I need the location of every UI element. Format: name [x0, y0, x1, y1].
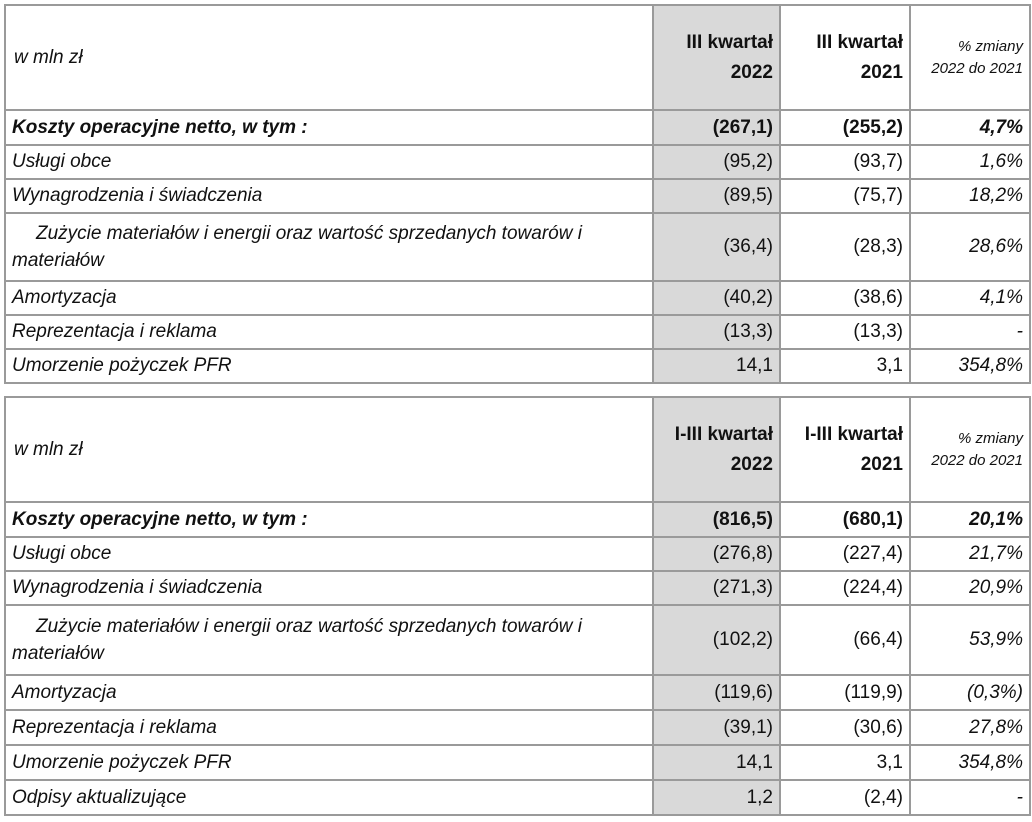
value-2021: (680,1) — [780, 502, 910, 537]
value-change: - — [910, 780, 1030, 815]
value-2022: (102,2) — [653, 605, 780, 675]
table-row — [5, 605, 1030, 675]
table-row — [5, 315, 1030, 349]
table-row — [5, 745, 1030, 780]
value-2021: (2,4) — [780, 780, 910, 815]
value-2022: 14,1 — [653, 349, 780, 383]
value-2022: (40,2) — [653, 281, 780, 315]
value-change: 18,2% — [910, 179, 1030, 213]
row-label: Zużycie materiałów i energii oraz wartość sprzedanych towarów i materiałów — [5, 605, 653, 675]
value-change: 27,8% — [910, 710, 1030, 745]
row-label: Reprezentacja i reklama — [5, 315, 653, 349]
value-2022: 14,1 — [653, 745, 780, 780]
column-header-2021: I-III kwartał 2021 — [780, 397, 910, 502]
row-label: Usługi obce — [5, 537, 653, 571]
value-2021: (66,4) — [780, 605, 910, 675]
value-2021: (13,3) — [780, 315, 910, 349]
value-change: 354,8% — [910, 745, 1030, 780]
value-change: 21,7% — [910, 537, 1030, 571]
value-change: 1,6% — [910, 145, 1030, 179]
column-header-2022: I-III kwartał 2022 — [653, 397, 780, 502]
row-label: Zużycie materiałów i energii oraz wartość sprzedanych towarów i materiałów — [5, 213, 653, 281]
value-change: (0,3%) — [910, 675, 1030, 710]
value-2021: (28,3) — [780, 213, 910, 281]
value-2021: (75,7) — [780, 179, 910, 213]
value-2022: (36,4) — [653, 213, 780, 281]
table-row — [5, 179, 1030, 213]
value-2021: (30,6) — [780, 710, 910, 745]
row-label: Usługi obce — [5, 145, 653, 179]
value-2022: (816,5) — [653, 502, 780, 537]
value-2022: (267,1) — [653, 110, 780, 145]
value-change: 28,6% — [910, 213, 1030, 281]
table-row — [5, 281, 1030, 315]
row-label: Koszty operacyjne netto, w tym : — [5, 502, 653, 537]
value-2022: (95,2) — [653, 145, 780, 179]
column-header-change: % zmiany 2022 do 2021 — [910, 397, 1030, 502]
row-label: Wynagrodzenia i świadczenia — [5, 571, 653, 605]
column-header-2022: III kwartał 2022 — [653, 5, 780, 110]
table-header-row — [5, 5, 1030, 110]
row-label: Umorzenie pożyczek PFR — [5, 745, 653, 780]
column-header-change: % zmiany 2022 do 2021 — [910, 5, 1030, 110]
value-2021: (227,4) — [780, 537, 910, 571]
table-row-total — [5, 110, 1030, 145]
table-row — [5, 780, 1030, 815]
value-2021: 3,1 — [780, 745, 910, 780]
value-2022: (89,5) — [653, 179, 780, 213]
value-change: 20,9% — [910, 571, 1030, 605]
value-change: 53,9% — [910, 605, 1030, 675]
table-row — [5, 349, 1030, 383]
row-label: Odpisy aktualizujące — [5, 780, 653, 815]
row-label: Reprezentacja i reklama — [5, 710, 653, 745]
unit-label: w mln zł — [5, 397, 653, 502]
value-change: - — [910, 315, 1030, 349]
value-2021: (224,4) — [780, 571, 910, 605]
unit-label: w mln zł — [5, 5, 653, 110]
value-2022: (276,8) — [653, 537, 780, 571]
table-row — [5, 213, 1030, 281]
value-2022: 1,2 — [653, 780, 780, 815]
table-header-row — [5, 397, 1030, 502]
row-label: Amortyzacja — [5, 675, 653, 710]
value-change: 4,7% — [910, 110, 1030, 145]
value-2021: 3,1 — [780, 349, 910, 383]
table-row — [5, 145, 1030, 179]
row-label: Amortyzacja — [5, 281, 653, 315]
value-2022: (39,1) — [653, 710, 780, 745]
value-change: 354,8% — [910, 349, 1030, 383]
value-2022: (119,6) — [653, 675, 780, 710]
row-label: Wynagrodzenia i świadczenia — [5, 179, 653, 213]
row-label: Koszty operacyjne netto, w tym : — [5, 110, 653, 145]
ytd-costs-table — [4, 396, 1031, 816]
row-label: Umorzenie pożyczek PFR — [5, 349, 653, 383]
table-row — [5, 710, 1030, 745]
quarterly-costs-table — [4, 4, 1031, 384]
table-row — [5, 537, 1030, 571]
value-2022: (271,3) — [653, 571, 780, 605]
table-row-total — [5, 502, 1030, 537]
value-2021: (38,6) — [780, 281, 910, 315]
value-2022: (13,3) — [653, 315, 780, 349]
value-change: 20,1% — [910, 502, 1030, 537]
value-2021: (119,9) — [780, 675, 910, 710]
value-2021: (93,7) — [780, 145, 910, 179]
table-row — [5, 675, 1030, 710]
column-header-2021: III kwartał 2021 — [780, 5, 910, 110]
value-2021: (255,2) — [780, 110, 910, 145]
value-change: 4,1% — [910, 281, 1030, 315]
table-row — [5, 571, 1030, 605]
